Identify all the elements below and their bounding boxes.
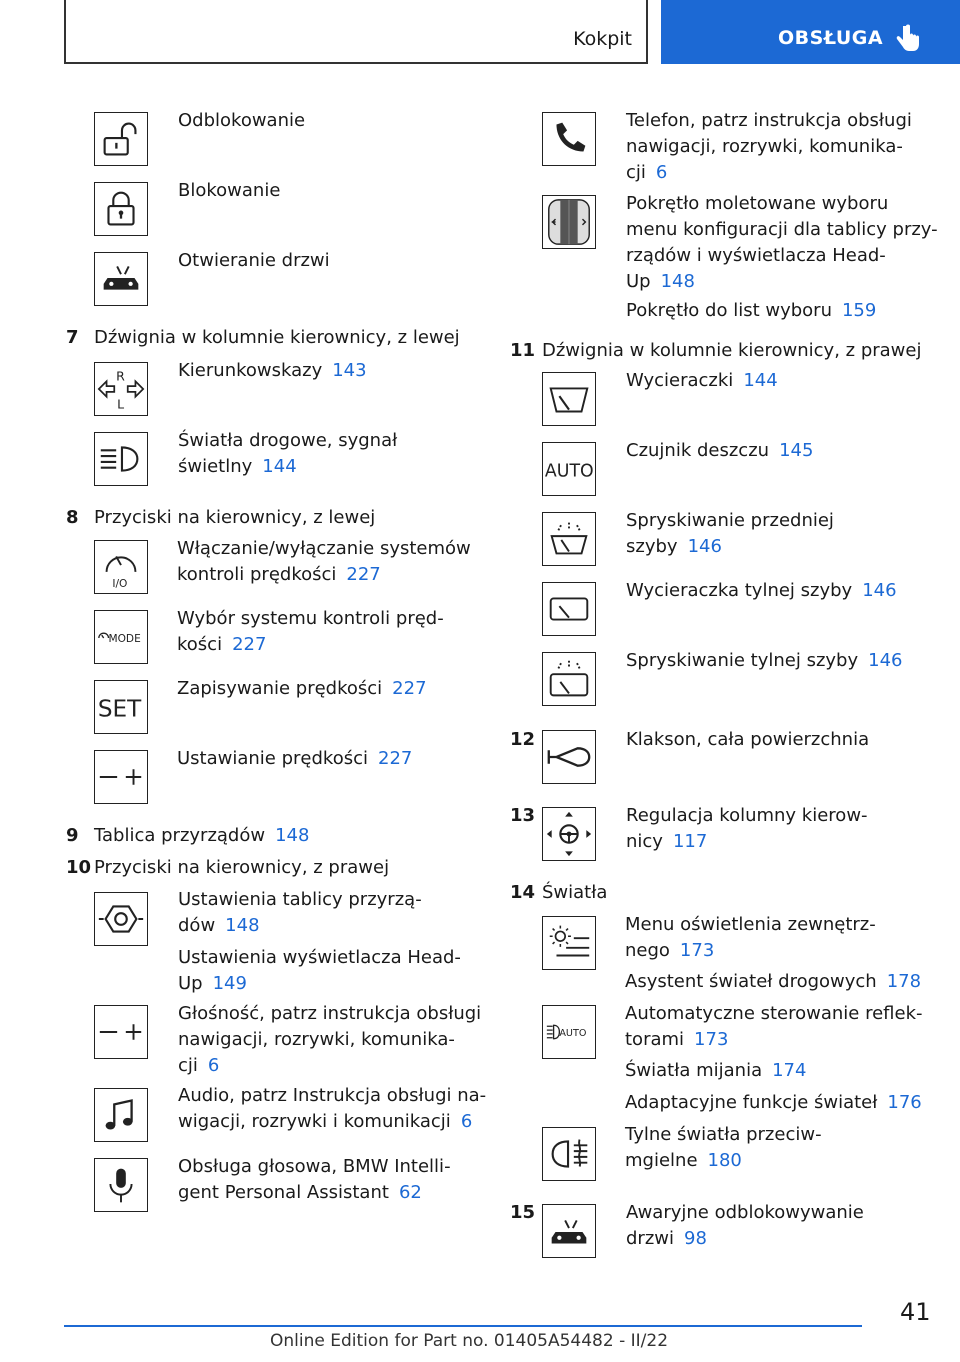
high-beam-label: Światła drogowe, sygnał świetlny 144 [178,430,398,477]
page-ref[interactable]: 145 [779,440,814,461]
emergency-door-release-icon [542,1204,596,1258]
turn-signal-icon [94,362,148,416]
page-number: 41 [900,1298,931,1326]
audio-label: Audio, patrz Instrukcja obsługi na- wigacji, rozrywki i komunikacji 6 [178,1085,487,1132]
rear-wiper-label: Wycieraczka tylnej szyby 146 [626,580,897,601]
wipers-label: Wycieraczki 144 [626,370,778,391]
page-ref[interactable]: 148 [225,915,260,936]
section-title-11: Dźwignia w kolumnie kierownicy, z prawej [542,340,922,361]
steering-column-icon [542,807,596,861]
page-ref[interactable]: 144 [743,370,778,391]
section-number-13: 13 [510,805,536,826]
section-title-10: Przyciski na kierownicy, z prawej [94,857,390,878]
rear-fog-light-icon [542,1127,596,1181]
rear-washer-label: Spryskiwanie tylnej szyby 146 [626,650,903,671]
section-number-8: 8 [66,507,79,528]
section-number-11: 11 [510,340,536,361]
svg-text:SET: SET [97,696,142,723]
knurled-wheel-icon [542,195,596,249]
page-ref[interactable]: 180 [707,1150,742,1171]
high-beam-assist-label: Asystent świateł drogowych 178 [625,971,922,992]
high-beam-icon [94,432,148,486]
header-chapter-title: OBSŁUGA [778,27,884,49]
speed-mode-icon [94,610,148,664]
speed-control-onoff-icon [94,540,148,594]
selection-list-wheel-label: Pokrętło do list wyboru 159 [626,300,877,321]
page-ref[interactable]: 227 [392,678,427,699]
page-ref[interactable]: 146 [862,580,897,601]
page-ref[interactable]: 227 [378,748,413,769]
section-title-14: Światła [542,882,608,903]
section-title-8: Przyciski na kierownicy, z lewej [94,507,376,528]
lock-icon [94,182,148,236]
section-number-9: 9 [66,825,79,846]
header-section-box [64,0,648,64]
svg-text:AUTO: AUTO [544,461,594,482]
pointing-hand-icon [895,24,921,54]
rain-sensor-auto-icon [542,442,596,496]
rear-wiper-icon [542,582,596,636]
low-beam-label: Światła mijania 174 [625,1060,807,1081]
page-ref[interactable]: 143 [332,360,367,381]
hud-settings-label: Ustawienia wyświetlacza Head- Up 149 [178,947,461,994]
phone-label: Telefon, patrz instrukcja obsługi nawigacji, rozrywki, komunika- cji 6 [626,110,912,183]
page-ref[interactable]: 178 [886,971,922,992]
speed-control-onoff-label: Włączanie/wyłączanie systemów kontroli prędkości 227 [177,538,471,585]
header-chapter-tab [661,0,960,64]
speed-set-label: Zapisywanie prędkości 227 [177,678,427,699]
horn-icon [542,730,596,784]
volume-label: Głośność, patrz instrukcja obsługi nawigacji, rozrywki, komunika- cji 6 [178,1003,482,1076]
page-ref[interactable]: 148 [275,825,310,846]
page-ref[interactable]: 146 [868,650,903,671]
section-number-14: 14 [510,882,536,903]
page-ref[interactable]: 159 [841,300,877,321]
page-ref[interactable]: 176 [887,1092,922,1113]
page-ref[interactable]: 62 [398,1182,422,1203]
lock-label: Blokowanie [178,180,281,201]
page-ref[interactable]: 6 [207,1055,220,1076]
turn-signal-label: Kierunkowskazy 143 [178,360,367,381]
emergency-release-label: Awaryjne odblokowywanie drzwi 98 [626,1202,864,1249]
music-note-icon [94,1088,148,1142]
svg-text:MODE: MODE [108,632,141,645]
car-door-open-icon [94,252,148,306]
adaptive-light-label: Adaptacyjne funkcje świateł 176 [625,1092,922,1113]
speed-adjust-label: Ustawianie prędkości 227 [177,748,413,769]
auto-headlight-icon [542,1005,596,1059]
rear-fog-label: Tylne światła przeciw- mgielne 180 [625,1124,822,1171]
knurled-wheel-label: Pokrętło moletowane wyboru menu konfiguracji dla tablicy przy- rządów i wyświetlacza Head- Up 148 [626,193,938,292]
wiper-icon [542,372,596,426]
page-ref[interactable]: 173 [679,940,715,961]
svg-text:R: R [116,368,125,384]
speed-mode-label: Wybór systemu kontroli pręd- kości 227 [177,608,444,655]
page-ref[interactable]: 146 [687,536,722,557]
voice-control-label: Obsługa głosowa, BMW Intelli- gent Personal Assistant 62 [178,1156,451,1203]
page-ref[interactable]: 148 [660,271,695,292]
volume-minus-plus-icon [94,1005,148,1059]
header-section-title: Kokpit [573,28,632,50]
door-open-label: Otwieranie drzwi [178,250,330,271]
set-icon [94,680,148,734]
phone-icon [542,112,596,166]
minus-plus-icon [94,750,148,804]
instrument-settings-label: Ustawienia tablicy przyrzą- dów 148 [178,889,422,936]
page-ref[interactable]: 227 [232,634,267,655]
footer-edition: Online Edition for Part no. 01405A54482 - II/22 [270,1331,669,1351]
page-ref[interactable]: 174 [772,1060,807,1081]
page-ref[interactable]: 144 [262,456,297,477]
svg-text:L: L [117,396,125,412]
section-number-7: 7 [66,327,79,348]
settings-gear-icon [94,892,148,946]
section-number-10: 10 [66,857,92,878]
auto-headlight-label: Automatyczne sterowanie reflek- torami 173 [625,1003,923,1050]
horn-label: Klakson, cała powierzchnia [626,729,870,750]
page-ref[interactable]: 149 [212,973,247,994]
page-ref[interactable]: 98 [684,1228,707,1249]
section-title-9: Tablica przyrządów 148 [94,825,310,846]
page-ref[interactable]: 227 [346,564,381,585]
page-ref[interactable]: 6 [655,162,668,183]
exterior-lighting-menu-icon [542,916,596,970]
rear-washer-icon [542,652,596,706]
page-ref[interactable]: 173 [694,1029,729,1050]
svg-text:AUTO: AUTO [559,1027,587,1039]
unlock-label: Odblokowanie [178,110,306,131]
front-washer-label: Spryskiwanie przedniej szyby 146 [626,510,834,557]
page-ref[interactable]: 6 [460,1111,473,1132]
rain-sensor-label: Czujnik deszczu 145 [626,440,814,461]
section-number-15: 15 [510,1202,536,1223]
page-ref[interactable]: 117 [672,831,708,852]
exterior-lighting-label: Menu oświetlenia zewnętrz- nego 173 [625,914,876,961]
steering-column-label: Regulacja kolumny kierow- nicy 117 [626,805,868,852]
section-title-7: Dźwignia w kolumnie kierownicy, z lewej [94,327,460,348]
microphone-icon [94,1158,148,1212]
front-washer-icon [542,512,596,566]
footer-divider [64,1325,862,1327]
unlock-icon [94,112,148,166]
section-number-12: 12 [510,729,536,750]
svg-text:I/O: I/O [112,578,128,591]
